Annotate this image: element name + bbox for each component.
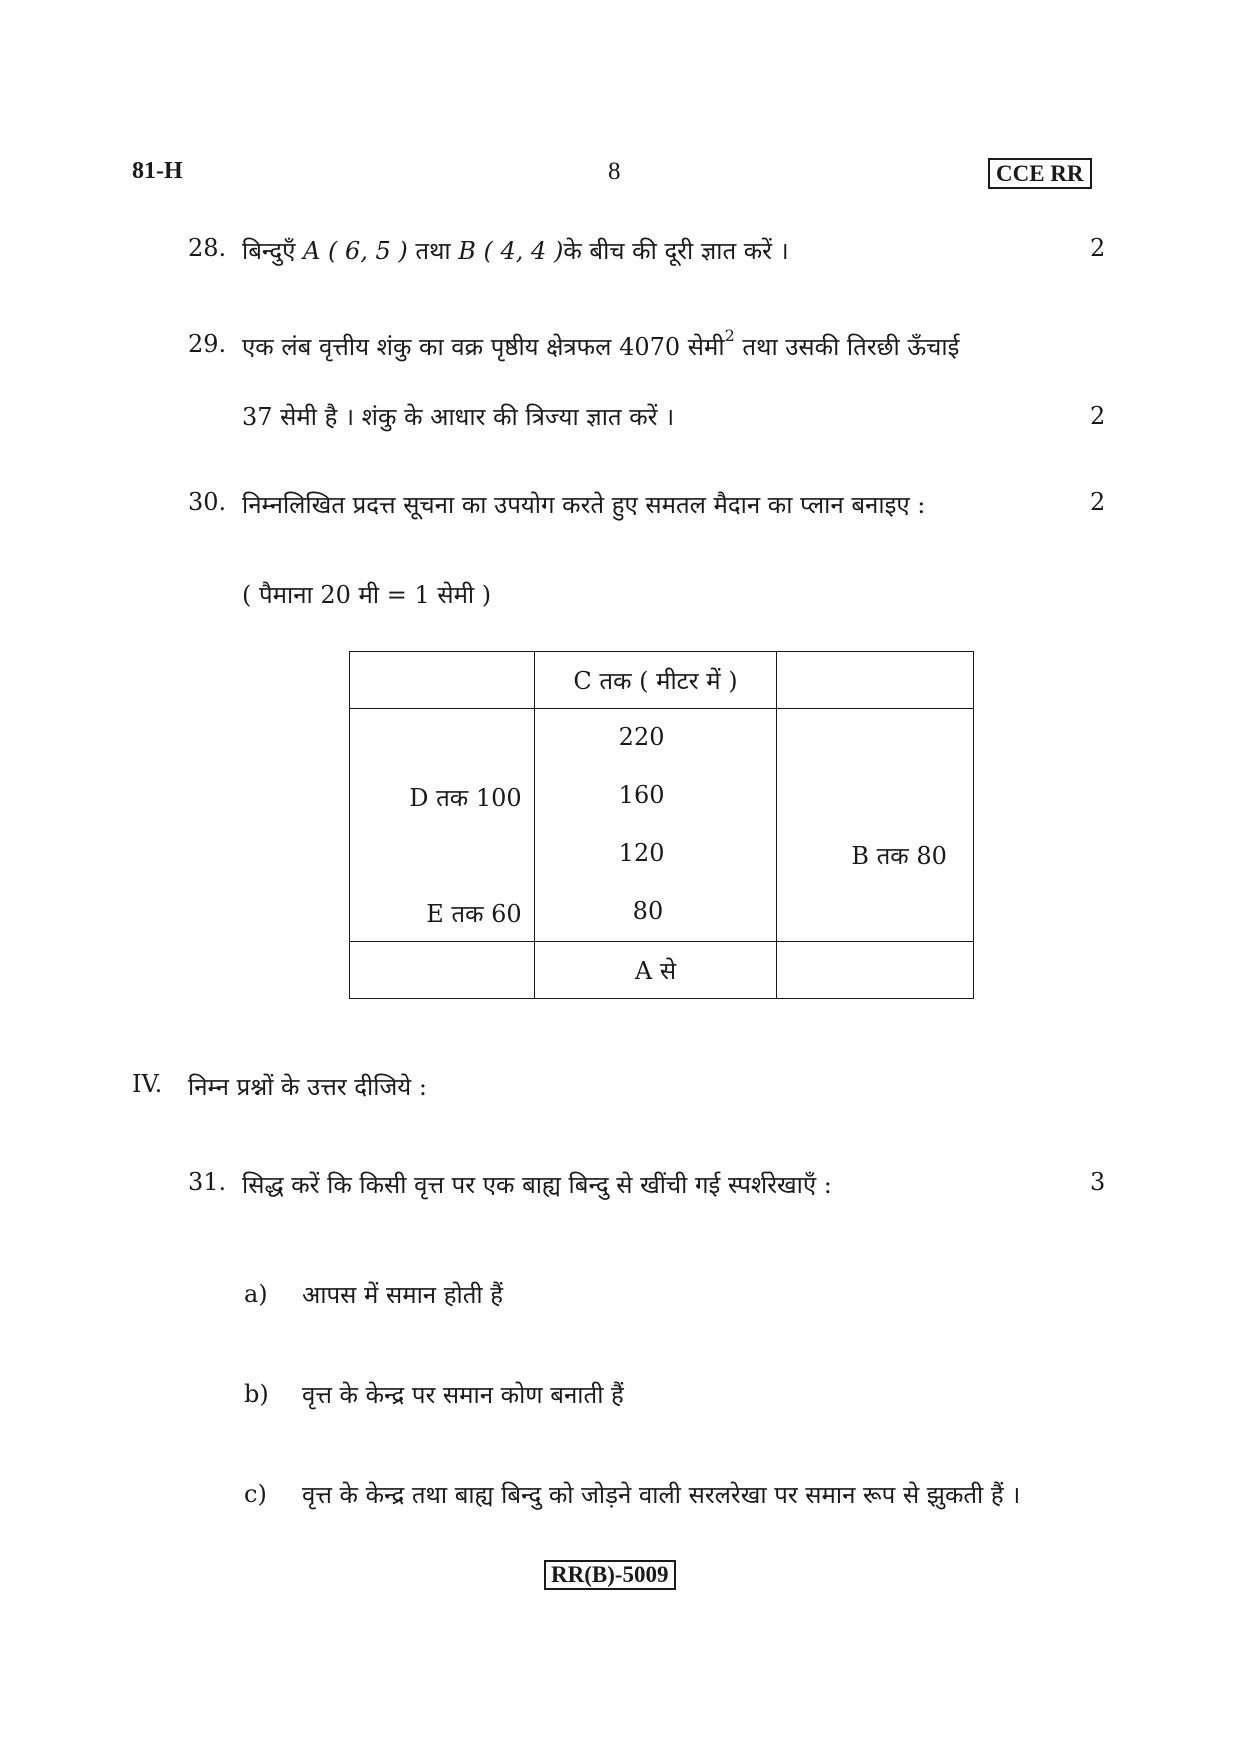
- table-row: [350, 652, 974, 709]
- offset-e: E तक 60: [426, 900, 522, 928]
- table-cell-foot-left: [350, 942, 535, 999]
- q29-number: 29.: [188, 330, 227, 358]
- table-cell-body-right: [777, 709, 974, 942]
- chain-value: 120: [618, 839, 665, 867]
- exam-badge: CCE RR: [988, 158, 1092, 189]
- table-row: [350, 709, 974, 942]
- q28-point-a: A ( 6, 5 ): [303, 237, 408, 265]
- q28-point-b: B ( 4, 4 ): [458, 237, 564, 265]
- q29-marks: 2: [1090, 402, 1106, 430]
- q29-line1-text: एक लंब वृत्तीय शंकु का वक्र पृष्ठीय क्षेत्रफल 4070 सेमी: [242, 333, 725, 361]
- chain-value: 220: [618, 723, 665, 751]
- q31-part-label: c): [244, 1480, 267, 1508]
- table-cell-head-right: [777, 652, 974, 709]
- q29-line1-sup: 2: [724, 326, 735, 345]
- q30-text: निम्नलिखित प्रदत्त सूचना का उपयोग करते हुए समतल मैदान का प्लान बनाइए :: [242, 491, 926, 519]
- table-cell-body-mid: [534, 709, 777, 942]
- q29-line2: 37 सेमी है । शंकु के आधार की त्रिज्या ज्ञात करें ।: [242, 403, 675, 431]
- q28-text: [242, 234, 789, 267]
- q31-marks: 3: [1090, 1168, 1106, 1196]
- q31-part-label: a): [244, 1280, 268, 1308]
- q31-text: सिद्ध करें कि किसी वृत्त पर एक बाह्य बिन्दु से खींची गई स्पर्शरेखाएँ :: [242, 1171, 832, 1199]
- page-number: 8: [608, 158, 621, 185]
- table-cell-head-left: [350, 652, 535, 709]
- q30-number: 30.: [188, 488, 227, 516]
- q28-text-a: बिन्दुएँ: [242, 237, 296, 265]
- q29-line1-tail: तथा उसकी तिरछी ऊँचाई: [742, 333, 960, 361]
- table-cell-foot-mid: A से: [534, 942, 777, 999]
- paper-code: 81-H: [132, 158, 183, 184]
- q31-number: 31.: [188, 1168, 227, 1196]
- table-cell-head-mid: C तक ( मीटर में ): [534, 652, 777, 709]
- q28-text-c: के बीच की दूरी ज्ञात करें ।: [563, 237, 789, 265]
- q30-scale: ( पैमाना 20 मी = 1 सेमी ): [242, 581, 492, 609]
- q28-text-b: तथा: [415, 237, 451, 265]
- q28-marks: 2: [1090, 234, 1106, 262]
- section-heading: निम्न प्रश्नों के उत्तर दीजिये :: [188, 1073, 427, 1101]
- chain-value: 80: [632, 897, 664, 925]
- offset-d: D तक 100: [409, 784, 522, 812]
- q31-part-text: आपस में समान होती हैं: [302, 1281, 503, 1309]
- q31-part-text: वृत्त के केन्द्र पर समान कोण बनाती हैं: [302, 1381, 624, 1409]
- table-row: [350, 942, 974, 999]
- q29-line1: [242, 326, 960, 363]
- q31-part-text: वृत्त के केन्द्र तथा बाह्य बिन्दु को जोड़ने वाली सरलरेखा पर समान रूप से झुकती हैं ।: [302, 1481, 1021, 1509]
- table-cell-foot-right: [777, 942, 974, 999]
- q30-marks: 2: [1090, 488, 1106, 516]
- survey-table: [349, 651, 974, 999]
- chain-value: 160: [618, 781, 665, 809]
- q28-number: 28.: [188, 234, 227, 262]
- footer-code: RR(B)-5009: [544, 1560, 676, 1590]
- offset-b: B तक 80: [851, 842, 947, 870]
- section-number: IV.: [132, 1070, 163, 1098]
- table-cell-body-left: [350, 709, 535, 942]
- q31-part-label: b): [244, 1380, 269, 1408]
